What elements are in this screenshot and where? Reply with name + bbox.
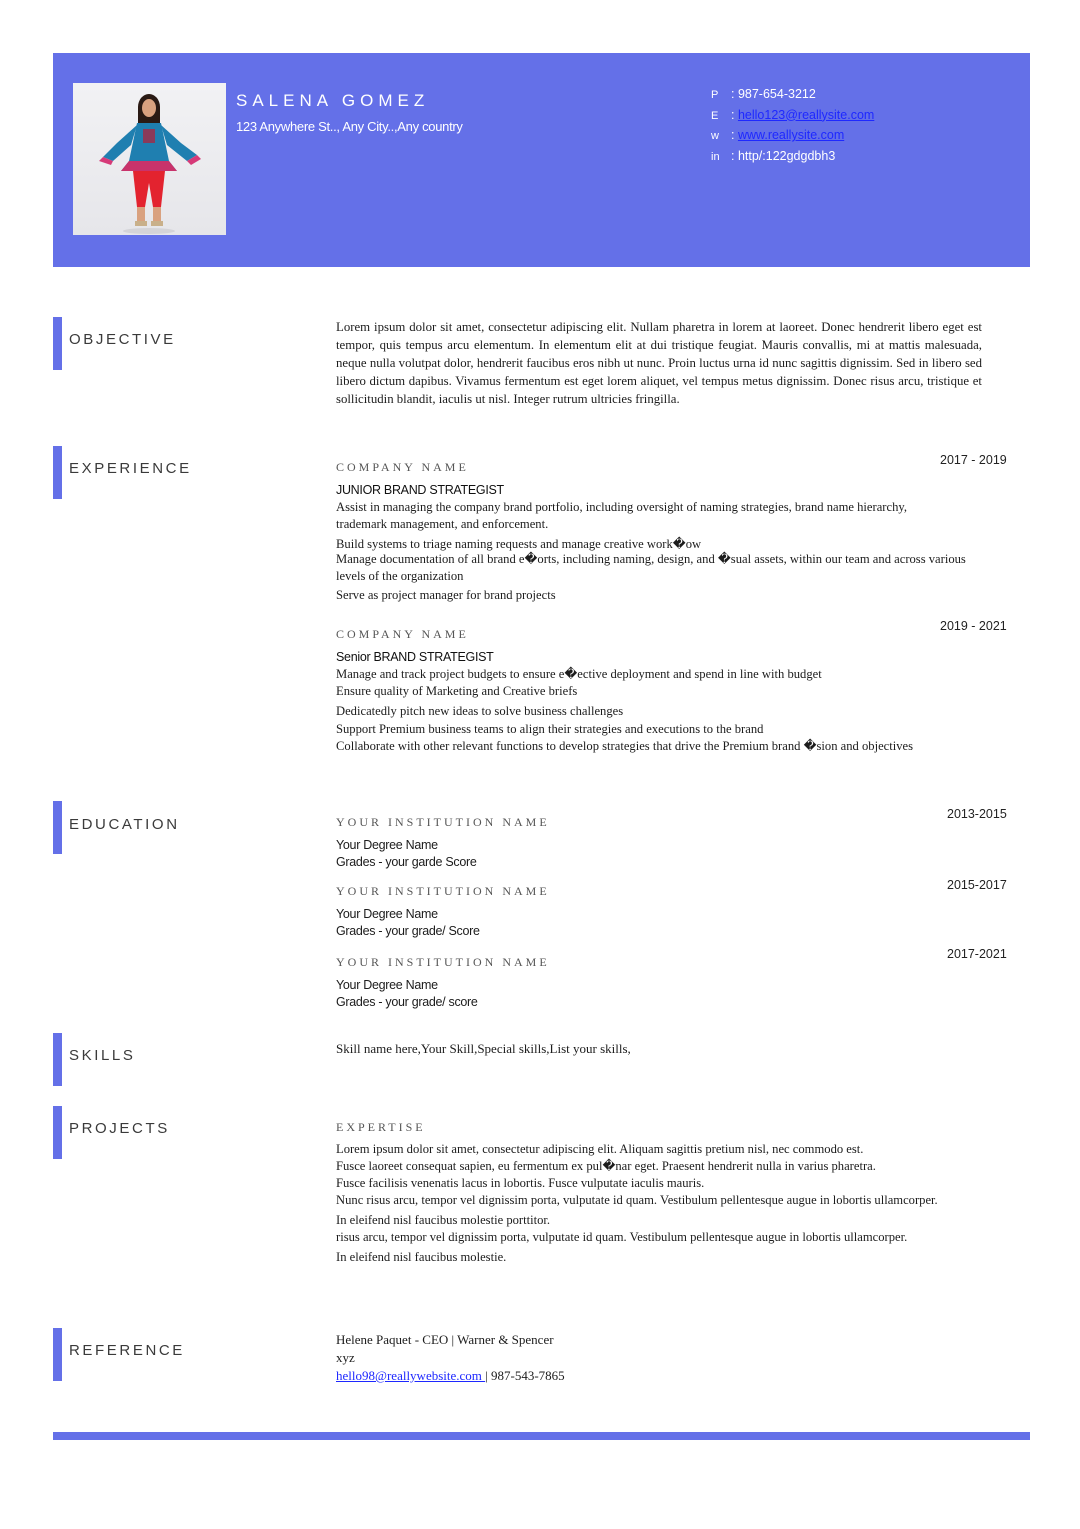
skills-text: Skill name here,Your Skill,Special skills,List your skills, [336, 1041, 631, 1056]
job-2-duty: Manage and track project budgets to ensure e�ective deployment and spend in line with budget [336, 667, 822, 681]
education-accent-bar [53, 801, 62, 854]
reference-contact [336, 1367, 565, 1385]
linkedin-label: in [711, 150, 720, 163]
job-1-duty: Build systems to triage naming requests and manage creative work�ow [336, 537, 702, 551]
website-link[interactable]: www.reallysite.com [737, 128, 845, 142]
contact-website [711, 126, 874, 147]
reference-accent-bar [53, 1328, 62, 1381]
objective-heading: OBJECTIVE [69, 331, 176, 348]
education-1-dates: 2013-2015 [947, 807, 1007, 821]
experience-heading: EXPERIENCE [69, 460, 192, 477]
objective-text: Lorem ipsum dolor sit amet, consectetur adipiscing elit. Nullam pharetra in lorem at laoreet. Donec hendrerit libero eget est tempor, quis tempus arcu elementum. In elementum elit at dui tristique feugiat. Mauris convallis, mi at mattis malesuada, neque nulla volutpat dolor, hendrerit faucibus eros nibh ut nunc. Proin luctus urna id nunc sagittis dignissim. Sed in libero sed libero dictum dapibus. Vivamus fermentum est eget lorem aliquet, vel tempus metus dignissim. Donec risus arcu, tristique et sollicitudin blandit, iaculis ut nisl. Integer rutrum ultricies fringilla. [336, 320, 982, 406]
skills-accent-bar [53, 1033, 62, 1086]
phone-label: P [711, 89, 719, 101]
job-2-duty: Ensure quality of Marketing and Creative briefs [336, 684, 578, 698]
education-3 [336, 954, 550, 1011]
skills-heading: SKILLS [69, 1047, 136, 1064]
contact-separator: : [731, 148, 738, 163]
reference-phone: | 987-543-7865 [485, 1368, 565, 1383]
job-1 [336, 459, 994, 604]
phone-value: 987-654-3212 [737, 87, 816, 101]
job-1-duty: Serve as project manager for brand projects [336, 588, 556, 602]
education-2-grades: Grades - your grade/ Score [336, 924, 480, 938]
education-3-institution: YOUR INSTITUTION NAME [336, 955, 550, 969]
reference-email-link[interactable]: hello98@reallywebsite.com [336, 1368, 486, 1383]
job-2-duty: Collaborate with other relevant functions to develop strategies that drive the Premium brand �sion and objectives [336, 739, 914, 753]
education-heading: EDUCATION [69, 816, 180, 833]
contact-list [711, 85, 874, 167]
job-2-company: COMPANY NAME [336, 627, 469, 641]
job-1-duty: Manage documentation of all brand e�orts, including naming, design, and �sual assets, within our team and across various levels of the organization [336, 552, 966, 583]
contact-separator: : [731, 128, 738, 142]
reference-company: xyz [336, 1350, 355, 1365]
education-1-grades: Grades - your garde Score [336, 855, 477, 869]
contact-phone [711, 85, 874, 106]
reference-name: Helene Paquet - CEO | Warner & Spencer [336, 1332, 554, 1347]
education-2-institution: YOUR INSTITUTION NAME [336, 884, 550, 898]
job-2-duty: Support Premium business teams to align their strategies and executions to the brand [336, 722, 764, 736]
job-1-title: JUNIOR BRAND STRATEGIST [336, 483, 504, 497]
linkedin-value: http/:122gdgdbh3 [737, 148, 836, 163]
contact-separator: : [731, 107, 738, 122]
education-3-dates: 2017-2021 [947, 947, 1007, 961]
contact-separator: : [731, 87, 738, 101]
project-line: Nunc risus arcu, tempor vel dignissim porta, vulputate id quam. Vestibulum pellentesque augue in lobortis ullamcorper. [336, 1193, 938, 1207]
project-line: In eleifend nisl faucibus molestie porttitor. [336, 1213, 551, 1227]
education-2-dates: 2015-2017 [947, 878, 1007, 892]
education-2 [336, 883, 550, 940]
job-1-company: COMPANY NAME [336, 460, 469, 474]
education-2-degree: Your Degree Name [336, 907, 438, 921]
objective-accent-bar [53, 317, 62, 370]
projects-heading: PROJECTS [69, 1120, 170, 1137]
project-line: In eleifend nisl faucibus molestie. [336, 1250, 507, 1264]
job-1-dates: 2017 - 2019 [940, 453, 1007, 467]
job-1-duty: Assist in managing the company brand portfolio, including oversight of naming strategies, brand name hierarchy, trademark management, and enforcement. [336, 500, 908, 531]
education-3-grades: Grades - your grade/ score [336, 995, 478, 1009]
job-2 [336, 626, 966, 755]
job-2-duty: Dedicatedly pitch new ideas to solve business challenges [336, 704, 624, 718]
resume-header [53, 53, 1030, 267]
footer-accent-bar [53, 1432, 1030, 1440]
projects-subheading: EXPERTISE [336, 1120, 426, 1134]
candidate-address: 123 Anywhere St.., Any City..,Any country [236, 119, 463, 134]
reference-content [336, 1331, 565, 1385]
project-line: risus arcu, tempor vel dignissim porta, vulputate id quam. Vestibulum pellentesque augue in lobortis ullamcorper. [336, 1230, 908, 1244]
education-3-degree: Your Degree Name [336, 978, 438, 992]
experience-accent-bar [53, 446, 62, 499]
candidate-name: SALENA GOMEZ [236, 91, 430, 110]
projects-content [336, 1119, 976, 1266]
contact-linkedin [711, 147, 874, 168]
education-1-institution: YOUR INSTITUTION NAME [336, 815, 550, 829]
website-label: w [711, 130, 719, 142]
email-link[interactable]: hello123@reallysite.com [737, 107, 875, 122]
email-label: E [711, 109, 719, 122]
project-line: Fusce laoreet consequat sapien, eu fermentum ex pul�nar eget. Praesent hendrerit nulla in varius pharetra. [336, 1159, 876, 1173]
education-1-degree: Your Degree Name [336, 838, 438, 852]
reference-heading: REFERENCE [69, 1342, 185, 1359]
projects-accent-bar [53, 1106, 62, 1159]
project-line: Fusce facilisis venenatis lacus in lobortis. Fusce vulputate iaculis mauris. [336, 1176, 705, 1190]
profile-photo [73, 83, 226, 235]
job-2-dates: 2019 - 2021 [940, 619, 1007, 633]
education-1 [336, 814, 550, 871]
project-line: Lorem ipsum dolor sit amet, consectetur adipiscing elit. Aliquam sagittis pretium nisl, nec commodo est. [336, 1142, 864, 1156]
contact-email [711, 106, 874, 127]
job-2-title: Senior BRAND STRATEGIST [336, 650, 494, 664]
